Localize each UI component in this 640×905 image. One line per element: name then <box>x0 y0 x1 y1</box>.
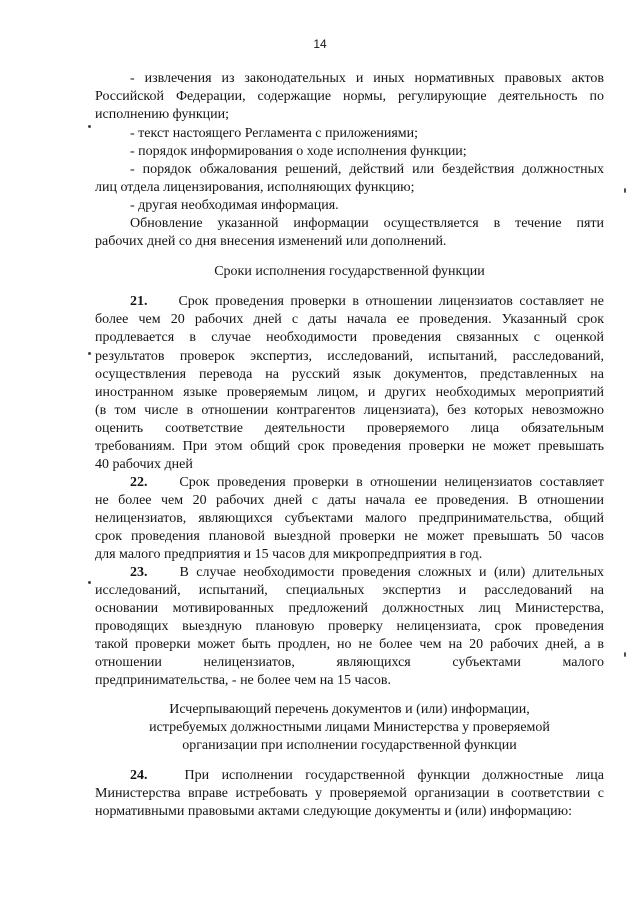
list-item-regulation-text: - текст настоящего Регламента с приложениями; <box>130 126 419 141</box>
list-item-appeal-order: - порядок обжалования решений, действий или бездействия должностных <box>130 162 604 177</box>
section-heading-documents: истребуемых должностными лицами Министерства у проверяемой <box>149 720 550 735</box>
text-line: отношении нелицензиатов, являющихся субъектами малого <box>95 655 604 670</box>
section-heading-documents: организации при исполнении государственной функции <box>182 738 517 753</box>
text-line: осуществления перевода на русский язык документов, представленных на <box>95 367 604 382</box>
paragraph-number-23: 23. <box>130 565 148 580</box>
paragraph-24-first-line: 24. При исполнении государственной функции должностные лица <box>130 768 605 783</box>
text-line: результатов проверок экспертиз, исследований, испытаний, расследований, <box>95 349 604 364</box>
text-line: (в том числе в отношении контрагентов лицензиата), без которых невозможно <box>95 403 604 418</box>
paragraph-22-first-line: 22. Срок проведения проверки в отношении нелицензиатов составляет <box>130 475 605 490</box>
scan-speck <box>88 125 91 128</box>
paragraph-number-21: 21. <box>130 294 148 309</box>
text-line: проводящих выездную плановую проверку нелицензиата, срок проведения <box>95 619 604 634</box>
text-line: рабочих дней со дня внесения изменений или дополнений. <box>95 234 447 249</box>
list-item-extracts: - извлечения из законодательных и иных нормативных правовых актов <box>130 71 604 86</box>
text-line: нормативными правовыми актами следующие документы и (или) информацию: <box>95 804 573 819</box>
text-line: требованиям. При этом общий срок проведения проверки не может превышать <box>95 439 604 454</box>
text-line: исследований, испытаний, специальных экспертиз и расследований на <box>95 583 604 598</box>
text-line: иностранном языке проверяемым лицом, и других необходимых мероприятий <box>95 385 604 400</box>
text-line: Российской Федерации, содержащие нормы, регулирующие деятельность по <box>95 89 604 104</box>
update-paragraph: Обновление указанной информации осуществляется в течение пяти <box>130 216 604 231</box>
text-line: исполнению функции; <box>95 107 230 122</box>
text-line: оценить соответствие деятельности проверяемого лица обязательным <box>95 421 604 436</box>
text-line: лиц отдела лицензирования, исполняющих функцию; <box>95 180 415 195</box>
text-line: срок проведения плановой выездной проверки не может превышать 50 часов <box>95 529 604 544</box>
paragraph-number-22: 22. <box>130 475 148 490</box>
text-line: 40 рабочих дней <box>95 457 193 472</box>
scan-speck <box>624 652 626 657</box>
paragraph-number-24: 24. <box>130 768 148 783</box>
section-heading-documents: Исчерпывающий перечень документов и (или) информации, <box>169 702 530 717</box>
text-line: предпринимательства, - не более чем на 15 часов. <box>95 673 392 688</box>
paragraph-23-first-line: 23. В случае необходимости проведения сложных и (или) длительных <box>130 565 604 580</box>
text-line: Министерства вправе истребовать у проверяемой организации в соответствии с <box>95 786 604 801</box>
text-line: более чем 20 рабочих дней с даты начала ее проведения. Указанный срок <box>95 312 604 327</box>
text-line: не более чем 20 рабочих дней с даты начала ее проведения. В отношении <box>95 493 604 508</box>
text-line: нелицензиатов, являющихся субъектами малого предпринимательства, общий <box>95 511 604 526</box>
text-line: такой проверки может быть продлен, но не более чем на 20 рабочих дней, а в <box>95 637 604 652</box>
text-line: основании мотивированных предложений должностных лиц Министерства, <box>95 601 604 616</box>
list-item-informing-order: - порядок информирования о ходе исполнения функции; <box>130 144 467 159</box>
page-number: 14 <box>313 37 327 51</box>
text-line: продлевается в случае необходимости проведения связанных с оценкой <box>95 330 604 345</box>
scan-speck <box>88 581 91 584</box>
scan-speck <box>88 352 91 355</box>
text-line: для малого предприятия и 15 часов для микропредприятия в год. <box>95 547 483 562</box>
section-heading-terms: Сроки исполнения государственной функции <box>214 264 485 279</box>
scan-speck <box>624 188 626 193</box>
paragraph-21-first-line: 21. Срок проведения проверки в отношении лицензиатов составляет не <box>130 294 604 309</box>
list-item-other-info: - другая необходимая информация. <box>130 198 339 213</box>
